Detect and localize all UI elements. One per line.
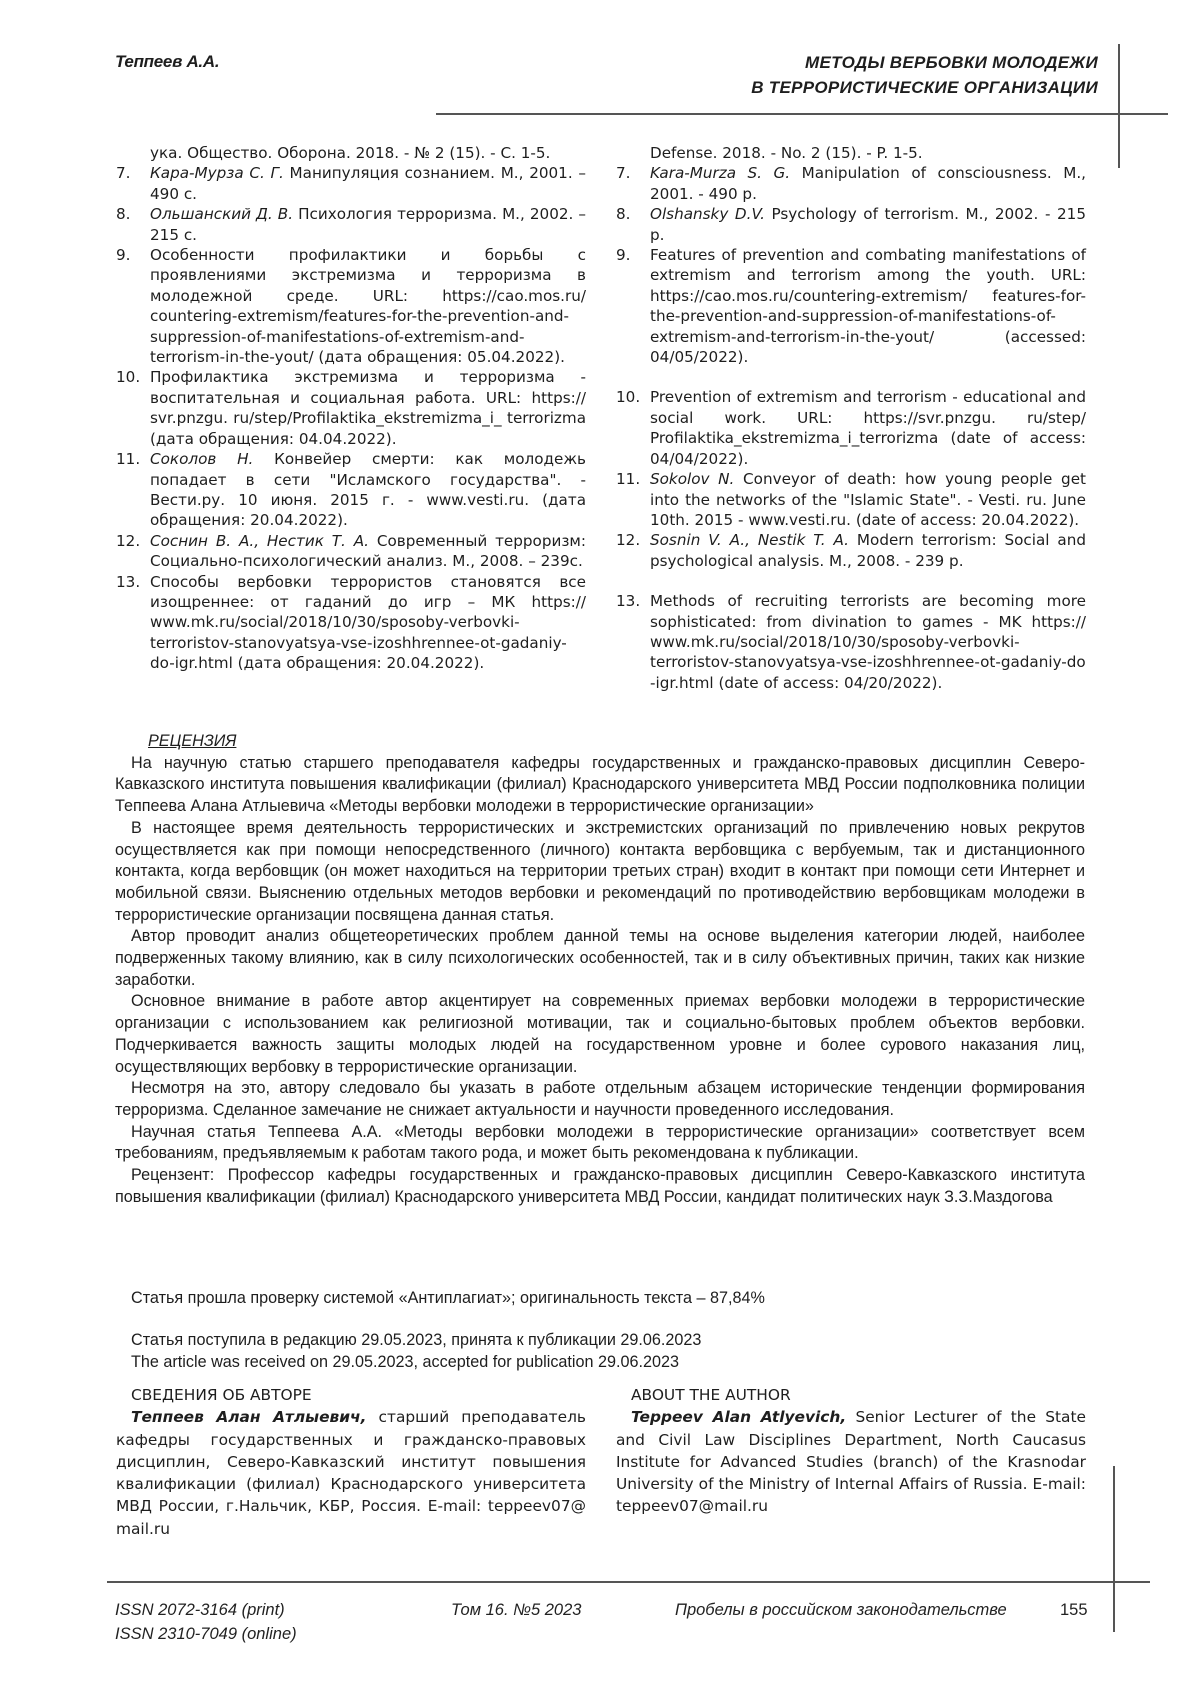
title-line-1: МЕТОДЫ ВЕРБОВКИ МОЛОДЕЖИ bbox=[805, 53, 1098, 72]
reference-author: Соснин В. А., Нестик Т. А. bbox=[150, 531, 369, 550]
footer-issn bbox=[115, 1598, 297, 1646]
review-paragraph: Рецензент: Профессор кафедры государственных и гражданско-правовых дисциплин Северо-Кавказского института повышения квалификации (филиал) Краснодарского университета МВД России, кандидат политических наук З.З.Маздогова bbox=[115, 1166, 1085, 1206]
running-header-author: Теппеев А.А. bbox=[115, 52, 220, 71]
reference-item: 10. Профилактика экстремизма и терроризма - воспитательная и социальная работа. URL: https:// svr.pnzgu. ru/step/Profilaktika_ekstremizma_i_ terrorizma (дата обращения: 04.04.2022). bbox=[116, 368, 586, 448]
review-paragraph: На научную статью старшего преподавателя кафедры государственных и гражданско-правовых дисциплин Северо-Кавказского института повышения квалификации (филиал) Краснодарского университета МВД России подполковника полиции Теппеева Алана Атлыевича «Методы вербовки молодежи в террористические организации» bbox=[115, 753, 1085, 816]
reference-author: Кара-Мурза С. Г. bbox=[150, 164, 284, 183]
header-rule bbox=[436, 113, 1168, 115]
footer-corner-line bbox=[1113, 1466, 1115, 1632]
reference-item: 8. Olshansky D.V. Psychology of terrorism. M., 2002. - 215 p. bbox=[616, 205, 1086, 244]
reference-item: 12. Соснин В. А., Нестик Т. А. Современный терроризм: Социально-психологический анализ. М., 2008. – 239с. bbox=[116, 531, 586, 571]
reference-item: 10. Prevention of extremism and terrorism - educational and social work. URL: https://svr.pnzgu. ru/step/ Profilaktika_ekstremizma_i_terrorizma (date of access: 04/04/2022). bbox=[616, 388, 1086, 468]
reference-author: Sosnin V. A., Nestik T. A. bbox=[650, 531, 850, 550]
reference-item: 13. Способы вербовки террористов становятся все изощреннее: от гаданий до игр – МК https:// www.mk.ru/social/2018/10/30/sposoby-verbovki-terroristov-stanovyatsya-vse-izoshhrennee-ot-gadaniy-do-igr.html (дата обращения: 20.04.2022). bbox=[116, 572, 586, 673]
references-en bbox=[616, 143, 1086, 693]
footer-rule bbox=[107, 1581, 1150, 1583]
reference-item: 13. Methods of recruiting terrorists are becoming more sophisticated: from divination to games - MK https:// www.mk.ru/social/2018/10/30/sposoby-verbovki-terroristov-stanovyatsya-vse-izoshhrennee-ot-gadaniy-do -igr.html (date of access: 04/20/2022). bbox=[616, 592, 1086, 692]
reference-item: 12. Sosnin V. A., Nestik T. A. Modern terrorism: Social and psychological analysis. M., 2008. - 239 p. bbox=[616, 531, 1086, 570]
reference-item: Defense. 2018. - No. 2 (15). - P. 1-5. bbox=[650, 144, 923, 162]
reference-item: 8. Ольшанский Д. В. Психология терроризма. М., 2002. – 215 с. bbox=[116, 205, 586, 244]
issn-print: ISSN 2072-3164 (print) bbox=[115, 1601, 285, 1619]
review-paragraph: Автор проводит анализ общетеоретических проблем данной темы на основе выделения категории людей, наиболее подверженных такому влиянию, как в силу психологических особенностей, так и в силу объективных причин, таких как низкие заработки. bbox=[115, 927, 1085, 989]
reference-item: 7. Kara-Murza S. G. Manipulation of consciousness. M., 2001. - 490 p. bbox=[616, 164, 1086, 203]
author-heading: СВЕДЕНИЯ ОБ АВТОРЕ bbox=[131, 1386, 312, 1404]
reference-author: Kara-Murza S. G. bbox=[650, 164, 791, 183]
reference-item: 7. Кара-Мурза С. Г. Манипуляция сознанием. М., 2001. – 490 с. bbox=[116, 164, 586, 203]
issn-online: ISSN 2310-7049 (online) bbox=[115, 1625, 297, 1643]
author-name: Teppeev Alan Atlyevich, bbox=[631, 1408, 847, 1427]
running-header-title bbox=[751, 50, 1098, 100]
antiplagiat-note: Статья прошла проверку системой «Антиплагиат»; оригинальность текста – 87,84% bbox=[131, 1289, 765, 1307]
reference-item: 9. Features of prevention and combating manifestations of extremism and terrorism among the youth. URL: https://cao.mos.ru/countering-extremism/ features-for-the-prevention-and-suppression-of-manifestations-of-extremism-and-terrorism-in-the-yout/ (accessed: 04/05/2022). bbox=[616, 246, 1086, 367]
author-heading: ABOUT THE AUTHOR bbox=[631, 1386, 791, 1404]
reference-item: ука. Общество. Оборона. 2018. - № 2 (15). - С. 1-5. bbox=[150, 144, 551, 162]
title-line-2: В ТЕРРОРИСТИЧЕСКИЕ ОРГАНИЗАЦИИ bbox=[751, 78, 1098, 97]
author-info-ru: СВЕДЕНИЯ ОБ АВТОРЕ Теппеев Алан Атлыевич, старший преподаватель кафедры государственных и гражданско-правовых дисциплин, Северо-Кавказский институт повышения квалификации (филиал) Краснодарского университета МВД России, г.Нальчик, КБР, Россия. E-mail: teppeev07@ mail.ru bbox=[116, 1386, 586, 1538]
review-title: РЕЦЕНЗИЯ bbox=[148, 732, 237, 750]
received-dates bbox=[131, 1330, 701, 1373]
footer-journal: Пробелы в российском законодательстве bbox=[675, 1601, 1007, 1619]
reference-author: Sokolov N. bbox=[650, 470, 735, 489]
reference-item: 11. Sokolov N. Conveyor of death: how young people get into the networks of the "Islamic State". - Vesti. ru. June 10th. 2015 - www.vesti.ru. (date of access: 20.04.2022). bbox=[616, 470, 1086, 529]
reference-author: Ольшанский Д. В. bbox=[150, 205, 294, 224]
received-en: The article was received on 29.05.2023, accepted for publication 29.06.2023 bbox=[131, 1352, 680, 1371]
review-section bbox=[115, 731, 1085, 1208]
footer-volume: Том 16. №5 2023 bbox=[451, 1601, 582, 1619]
header-corner-line bbox=[1118, 44, 1120, 168]
reference-item: 9. Особенности профилактики и борьбы с проявлениями экстремизма и терроризма в молодежной среде. URL: https://cao.mos.ru/ countering-extremism/features-for-the-prevention-and-suppression-of-manifestations-of-extremism-and-terrorism-in-the-yout/ (дата обращения: 05.04.2022). bbox=[116, 246, 586, 367]
page-number: 155 bbox=[1060, 1601, 1088, 1619]
references-ru bbox=[116, 143, 586, 674]
reference-item: 11. Соколов Н. Конвейер смерти: как молодежь попадает в сети "Исламского государства". - Вести.ру. 10 июня. 2015 г. - www.vesti.ru. (дата обращения: 20.04.2022). bbox=[116, 450, 586, 530]
review-paragraph: Основное внимание в работе автор акцентирует на современных приемах вербовки молодежи в террористические организации с использованием как религиозной мотивации, так и социально-бытовых проблем объектов вербовки. Подчеркивается важность защиты молодых людей на государственном уровне и более сурового наказания лиц, осуществляющих вербовку в террористические организации. bbox=[115, 992, 1085, 1076]
review-paragraph: Научная статья Теппеева А.А. «Методы вербовки молодежи в террористические организации» соответствует всем требованиям, предъявляемым к работам такого рода, и может быть рекомендована к публикации. bbox=[115, 1122, 1085, 1163]
received-ru: Статья поступила в редакцию 29.05.2023, принята к публикации 29.06.2023 bbox=[131, 1331, 702, 1349]
review-paragraph: В настоящее время деятельность террористических и экстремистских организаций по привлечению новых рекрутов осуществляется как при помощи непосредственного (личного) контакта вербовщика с вербуемым, так и дистанционного контакта, когда вербовщик (он может находиться на территории третьих стран) входит в контакт при помощи сети Интернет и мобильной связи. Выяснению отдельных методов вербовки и рекомендаций по противодействию вербовщикам молодежи в террористические организации посвящена данная статья. bbox=[115, 818, 1085, 924]
reference-author: Olshansky D.V. bbox=[650, 205, 765, 224]
author-info-en: ABOUT THE AUTHOR Teppeev Alan Atlyevich, Senior Lecturer of the State and Civil Law Disciplines Department, North Caucasus Institute for Advanced Studies (branch) of the Krasnodar University of the Ministry of Internal Affairs of Russia. E-mail: teppeev07@mail.ru bbox=[616, 1386, 1086, 1516]
author-name: Теппеев Алан Атлыевич, bbox=[131, 1408, 367, 1427]
reference-author: Соколов Н. bbox=[150, 450, 254, 469]
review-paragraph: Несмотря на это, автору следовало бы указать в работе отдельным абзацем исторические тенденции формирования терроризма. Сделанное замечание не снижает актуальности и научности проведенного исследования. bbox=[115, 1079, 1085, 1119]
